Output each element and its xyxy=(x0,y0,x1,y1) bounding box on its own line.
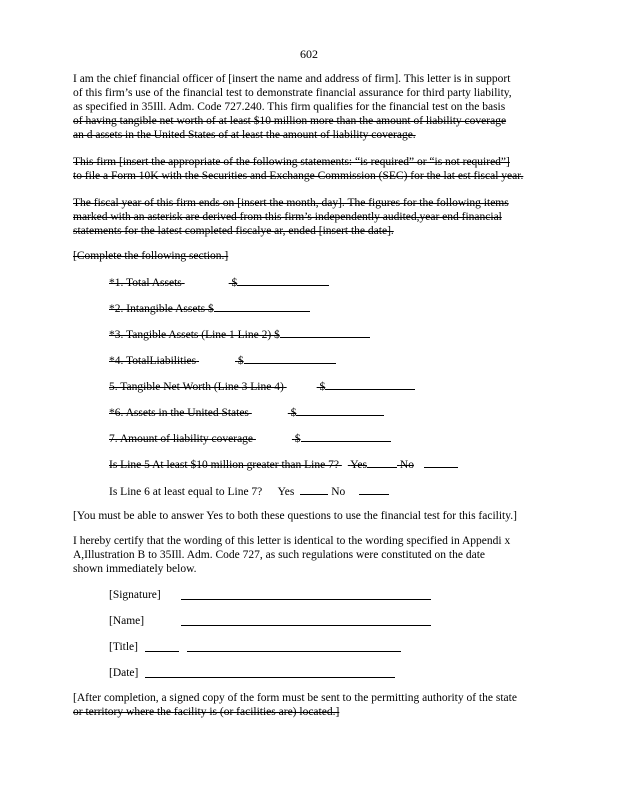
certify-line-2: A,Illustration B to 35Ill. Adm. Code 727, as such regulations were constituted on the date xyxy=(73,549,486,561)
signature-field[interactable] xyxy=(181,599,431,600)
para2-line-1: This firm [insert the appropriate of the following statements: “is required” or “is not required”] xyxy=(73,156,510,168)
item-label: *2. Intangible Assets $ xyxy=(109,303,214,315)
question-line-6 xyxy=(109,483,389,499)
page-number: 602 xyxy=(300,47,318,61)
answer-note: [You must be able to answer Yes to both these questions to use the financial test for this facility.] xyxy=(73,510,517,522)
date-label: [Date] xyxy=(109,667,139,679)
after-line-1: [After completion, a signed copy of the form must be sent to the permitting authority of the state xyxy=(73,692,517,704)
item-label: *6. Assets in the United States xyxy=(109,407,249,419)
item-tangible-net-worth xyxy=(109,378,415,394)
yes-label: Yes xyxy=(350,459,368,471)
title-field[interactable] xyxy=(187,651,401,652)
item-label: 7. Amount of liability coverage xyxy=(109,433,254,445)
amount-field[interactable] xyxy=(214,300,310,312)
item-intangible-assets xyxy=(109,300,310,316)
para1-line-4: of having tangible net worth of at least $10 million more than the amount of liability coverage xyxy=(73,115,507,127)
item-liability-coverage xyxy=(109,430,391,446)
name-field[interactable] xyxy=(181,625,431,626)
item-dollar: $ xyxy=(231,277,238,289)
item-dollar: $ xyxy=(290,407,297,419)
certify-line-3: shown immediately below. xyxy=(73,563,197,575)
yes-label: Yes xyxy=(277,486,295,498)
name-label: [Name] xyxy=(109,615,145,627)
item-label: 5. Tangible Net Worth (Line 3 Line 4) xyxy=(109,381,284,393)
item-total-assets xyxy=(109,274,329,290)
signature-label: [Signature] xyxy=(109,589,161,601)
item-dollar: $ xyxy=(237,355,244,367)
after-line-2: or territory where the facility is (or facilities are) located.] xyxy=(73,706,340,718)
amount-field[interactable] xyxy=(237,274,329,286)
item-label: *1. Total Assets xyxy=(109,277,182,289)
no-label: No xyxy=(399,459,414,471)
item-dollar: $ xyxy=(294,433,301,445)
para3-line-3: statements for the latest completed fiscalye ar, ended [insert the date]. xyxy=(73,225,394,237)
item-tangible-assets xyxy=(109,326,370,342)
yes-field[interactable] xyxy=(300,483,328,495)
complete-note: [Complete the following section.] xyxy=(73,250,229,262)
question-text: Is Line 6 at least equal to Line 7? xyxy=(109,486,263,498)
para3-line-1: The fiscal year of this firm ends on [insert the month, day]. The figures for the following items xyxy=(73,197,509,209)
amount-field[interactable] xyxy=(301,430,391,442)
title-field-short[interactable] xyxy=(145,651,179,652)
para1-line-5: an d assets in the United States of at least the amount of liability coverage. xyxy=(73,129,416,141)
para1-line-1: I am the chief financial officer of [insert the name and address of firm]. This letter is in support xyxy=(73,73,511,85)
item-total-liabilities xyxy=(109,352,336,368)
no-field[interactable] xyxy=(424,456,458,468)
no-label: No xyxy=(331,486,346,498)
amount-field[interactable] xyxy=(325,378,415,390)
item-label: *4. TotalLiabilities xyxy=(109,355,197,367)
item-assets-in-us xyxy=(109,404,384,420)
para3-line-2: marked with an asterisk are derived from this firm’s independently audited,year end financial xyxy=(73,211,502,223)
certify-line-1: I hereby certify that the wording of this letter is identical to the wording specified in Appendi x xyxy=(73,535,511,547)
question-line-5 xyxy=(109,456,458,472)
no-field[interactable] xyxy=(359,483,389,495)
item-dollar: $ xyxy=(319,381,326,393)
para1-line-2: of this firm’s use of the financial test to demonstrate financial assurance for third party liability, xyxy=(73,87,512,99)
question-text: Is Line 5 At least $10 million greater than Line 7? xyxy=(109,459,339,471)
amount-field[interactable] xyxy=(244,352,336,364)
para1-line-3: as specified in 35Ill. Adm. Code 727.240. This firm qualifies for the financial test on the basis xyxy=(73,101,506,113)
item-label: *3. Tangible Assets (Line 1 Line 2) $ xyxy=(109,329,280,341)
para2-line-2: to file a Form 10K with the Securities and Exchange Commission (SEC) for the lat est fiscal year. xyxy=(73,170,524,182)
title-label: [Title] xyxy=(109,641,138,653)
yes-field[interactable] xyxy=(367,456,397,468)
amount-field[interactable] xyxy=(280,326,370,338)
amount-field[interactable] xyxy=(296,404,384,416)
date-field[interactable] xyxy=(145,677,395,678)
